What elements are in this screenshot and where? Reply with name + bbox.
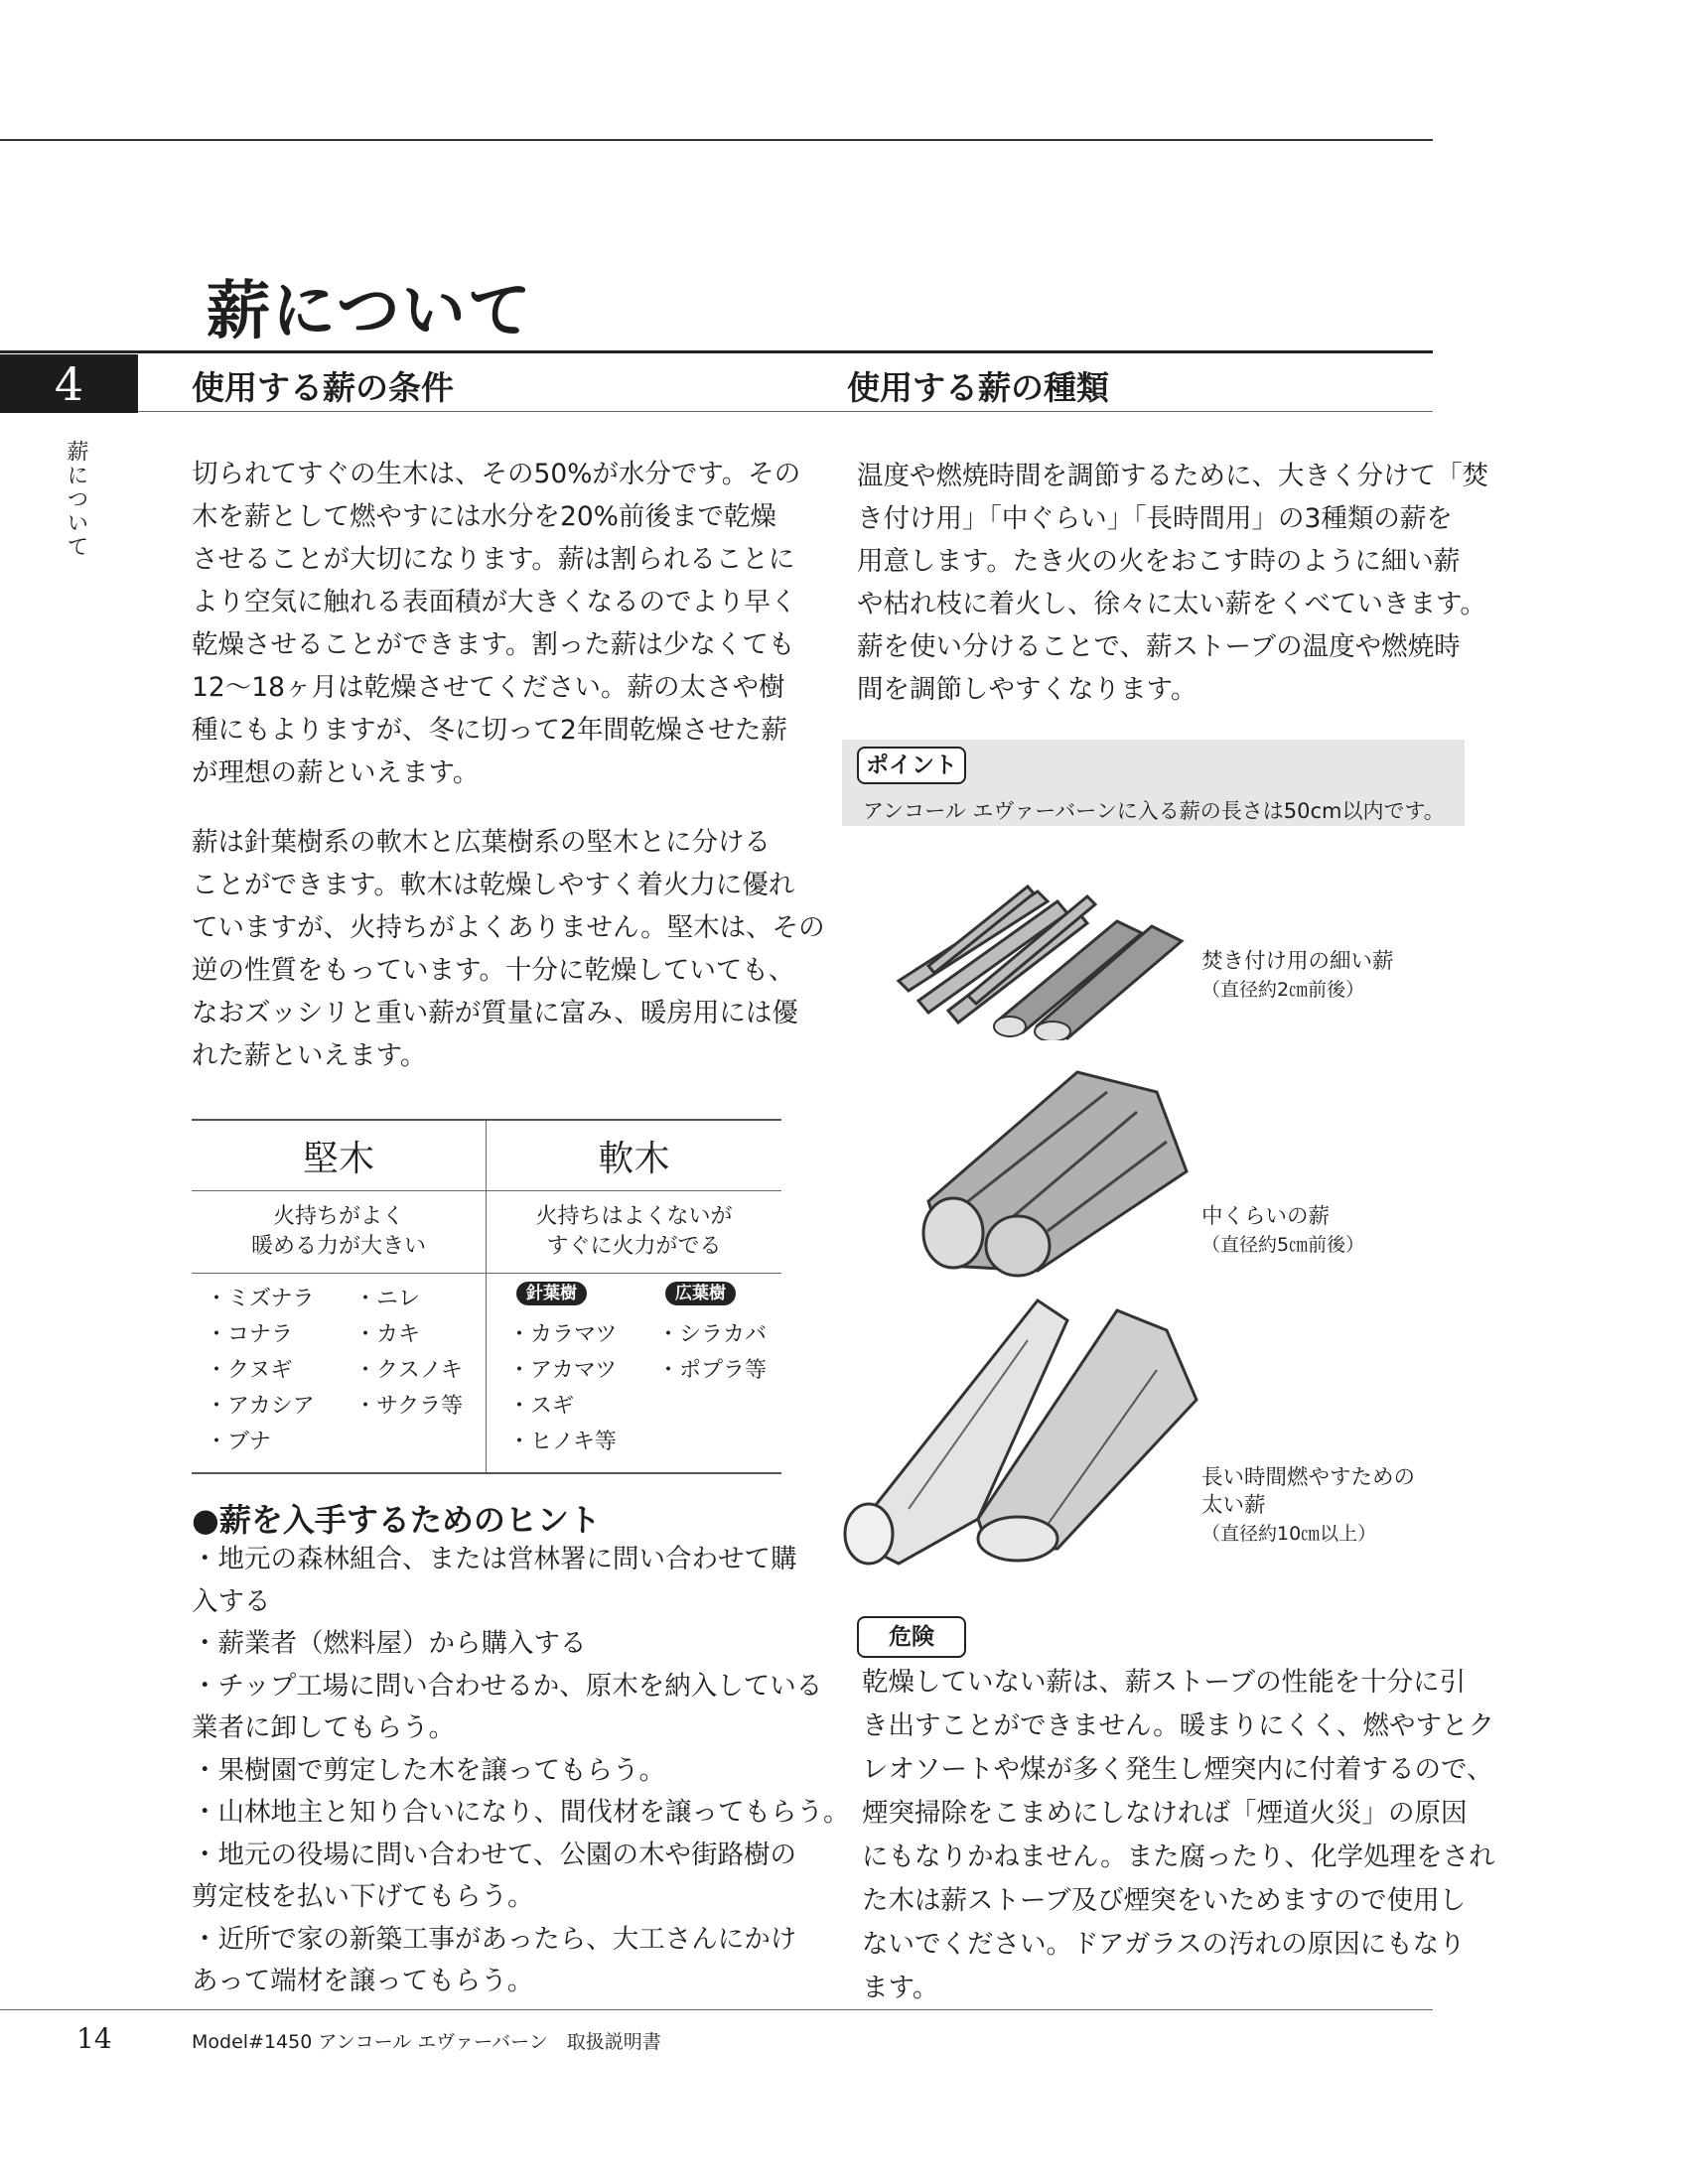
danger-text bbox=[862, 1661, 1495, 2010]
list-item: ・コナラ bbox=[206, 1322, 294, 1347]
hint-list bbox=[192, 1539, 850, 2003]
list-item: ・ヒノキ等 bbox=[508, 1430, 617, 1454]
list-item: 剪定枝を払い下げてもらう。 bbox=[192, 1881, 534, 1912]
list-item: ・クヌギ bbox=[206, 1358, 293, 1383]
log-end bbox=[986, 1216, 1050, 1276]
list-item: 入する bbox=[192, 1585, 271, 1617]
medium-caption: 中くらいの薪 （直径約5㎝前後） bbox=[1201, 1204, 1365, 1256]
list-item: ・果樹園で剪定した木を譲ってもらう。 bbox=[192, 1754, 665, 1786]
text-line: た木は薪ストーブ及び煙突をいためますので使用し bbox=[862, 1885, 1467, 1916]
left-paragraph-2 bbox=[192, 821, 825, 1077]
list-item: ・サクラ等 bbox=[354, 1394, 464, 1419]
text-line: き出すことができません。暖まりにくく、燃やすとク bbox=[862, 1710, 1495, 1741]
list-item: ・シラカバ bbox=[657, 1322, 768, 1347]
list-item: ・スギ bbox=[508, 1394, 575, 1419]
list-item: ・チップ工場に問い合わせるか、原木を納入している bbox=[192, 1670, 823, 1702]
list-item: 業者に卸してもらう。 bbox=[192, 1712, 455, 1743]
text-line: レオソートや煤が多く発生し煙突内に付着するので、 bbox=[862, 1754, 1493, 1785]
text-line: 煙突掃除をこまめにしなければ「煙道火災」の原因 bbox=[862, 1798, 1468, 1829]
list-item: ・地元の森林組合、または営林署に問い合わせて購 bbox=[192, 1544, 797, 1574]
broadleaf-badge: 広葉樹 bbox=[665, 1282, 736, 1305]
text-line: ないでください。ドアガラスの汚れの原因にもなり bbox=[862, 1929, 1466, 1960]
hint-title: ●薪を入手するためのヒント bbox=[192, 1501, 601, 1539]
list-item: ・ニレ bbox=[354, 1287, 421, 1311]
text-line: 乾燥させることができます。割った薪は少なくても bbox=[192, 629, 795, 660]
kindling-caption: 焚き付け用の細い薪 （直径約2㎝前後） bbox=[1201, 949, 1394, 1001]
hardwood-header: 堅木 bbox=[192, 1120, 487, 1191]
text-line: にもなりかねません。また腐ったり、化学処理をされ bbox=[862, 1842, 1495, 1872]
list-item: ・カキ bbox=[354, 1322, 421, 1347]
text-line: 間を調節しやすくなります。 bbox=[857, 674, 1197, 705]
footer-text: Model#1450 アンコール エヴァーバーン 取扱説明書 bbox=[192, 2031, 661, 2053]
text-line: が理想の薪といえます。 bbox=[192, 757, 480, 788]
page-number: 14 bbox=[76, 2022, 112, 2055]
left-section-heading: 使用する薪の条件 bbox=[192, 368, 454, 407]
conifer-badge: 針葉樹 bbox=[516, 1282, 587, 1305]
list-item: ・ポプラ等 bbox=[657, 1358, 768, 1383]
title-rule bbox=[0, 350, 1433, 353]
wood-comparison-table bbox=[192, 1119, 781, 1474]
point-text: アンコール エヴァーバーンに入る薪の長さは50cm以内です。 bbox=[863, 799, 1445, 823]
text-line: き付け用」「中ぐらい」「長時間用」の3種類の薪を bbox=[857, 503, 1453, 534]
list-item: ・地元の役場に問い合わせて、公園の木や街路樹の bbox=[192, 1839, 796, 1870]
text-line: ます。 bbox=[862, 1973, 939, 2003]
large-caption: 長い時間燃やすための 太い薪 （直径約10㎝以上） bbox=[1201, 1465, 1416, 1545]
softwood-description: 火持ちはよくないが すぐに火力がでる bbox=[487, 1191, 782, 1274]
text-line: なおズッシリと重い薪が質量に富み、暖房用には優 bbox=[192, 998, 798, 1028]
list-item: ・クスノキ bbox=[354, 1358, 463, 1383]
log-end bbox=[978, 1517, 1057, 1561]
text-line: れた薪といえます。 bbox=[192, 1040, 427, 1071]
point-tag: ポイント bbox=[857, 747, 966, 784]
chapter-number: 4 bbox=[0, 354, 138, 413]
list-item: ・カラマツ bbox=[508, 1322, 618, 1347]
log-end bbox=[1035, 1022, 1070, 1040]
list-item: ・アカシア bbox=[206, 1394, 315, 1419]
top-rule bbox=[0, 139, 1433, 141]
text-line: 種にもよりますが、冬に切って2年間乾燥させた薪 bbox=[192, 715, 787, 746]
text-line: 温度や燃焼時間を調節するために、大きく分けて「焚 bbox=[857, 461, 1488, 491]
list-item: あって端材を譲ってもらう。 bbox=[192, 1966, 534, 1996]
text-line: ことができます。軟木は乾燥しやすく着火力に優れ bbox=[192, 870, 795, 900]
right-section-heading: 使用する薪の種類 bbox=[847, 368, 1109, 407]
text-line: や枯れ枝に着火し、徐々に太い薪をくべていきます。 bbox=[857, 589, 1486, 619]
kindling-illustration bbox=[889, 872, 1206, 1040]
log-end bbox=[923, 1198, 983, 1268]
heading-underline bbox=[138, 411, 1433, 412]
hardwood-list bbox=[192, 1274, 487, 1474]
right-paragraph bbox=[857, 455, 1488, 711]
left-paragraph-1 bbox=[192, 453, 800, 794]
side-chapter-label: 薪について bbox=[64, 440, 88, 559]
softwood-header: 軟木 bbox=[487, 1120, 782, 1191]
log-end bbox=[994, 1017, 1026, 1036]
list-item: ・ミズナラ bbox=[206, 1287, 315, 1311]
danger-tag: 危険 bbox=[857, 1616, 966, 1658]
list-item: ・ブナ bbox=[206, 1430, 272, 1454]
text-line: より空気に触れる表面積が大きくなるのでより早く bbox=[192, 587, 797, 617]
softwood-list bbox=[487, 1274, 782, 1474]
footer-rule bbox=[0, 2009, 1433, 2010]
text-line: 用意します。たき火の火をおこす時のように細い薪 bbox=[857, 546, 1461, 577]
text-line: させることが大切になります。薪は割られることに bbox=[192, 544, 795, 575]
list-item: ・山林地主と知り合いになり、間伐材を譲ってもらう。 bbox=[192, 1797, 850, 1828]
list-item: ・近所で家の新築工事があったら、大工さんにかけ bbox=[192, 1923, 797, 1955]
text-line: ていますが、火持ちがよくありません。堅木は、その bbox=[192, 912, 825, 943]
medium-log-illustration bbox=[909, 1052, 1206, 1281]
log-end bbox=[845, 1504, 893, 1564]
list-item: ・アカマツ bbox=[508, 1358, 618, 1383]
text-line: 切られてすぐの生木は、その50%が水分です。その bbox=[192, 459, 801, 489]
text-line: 薪は針葉樹系の軟木と広葉樹系の堅木とに分ける bbox=[192, 827, 771, 858]
list-item: ・薪業者（燃料屋）から購入する bbox=[192, 1628, 587, 1659]
text-line: 乾燥していない薪は、薪ストーブの性能を十分に引 bbox=[862, 1667, 1467, 1698]
text-line: 逆の性質をもっています。十分に乾燥していても、 bbox=[192, 955, 795, 986]
text-line: 木を薪として燃やすには水分を20%前後まで乾燥 bbox=[192, 501, 776, 532]
text-line: 薪を使い分けることで、薪ストーブの温度や燃焼時 bbox=[857, 631, 1461, 662]
large-log-illustration bbox=[839, 1291, 1206, 1569]
text-line: 12～18ヶ月は乾燥させてください。薪の太さや樹 bbox=[192, 672, 785, 703]
hardwood-description: 火持ちがよく 暖める力が大きい bbox=[192, 1191, 487, 1274]
page-title: 薪について bbox=[207, 274, 533, 348]
